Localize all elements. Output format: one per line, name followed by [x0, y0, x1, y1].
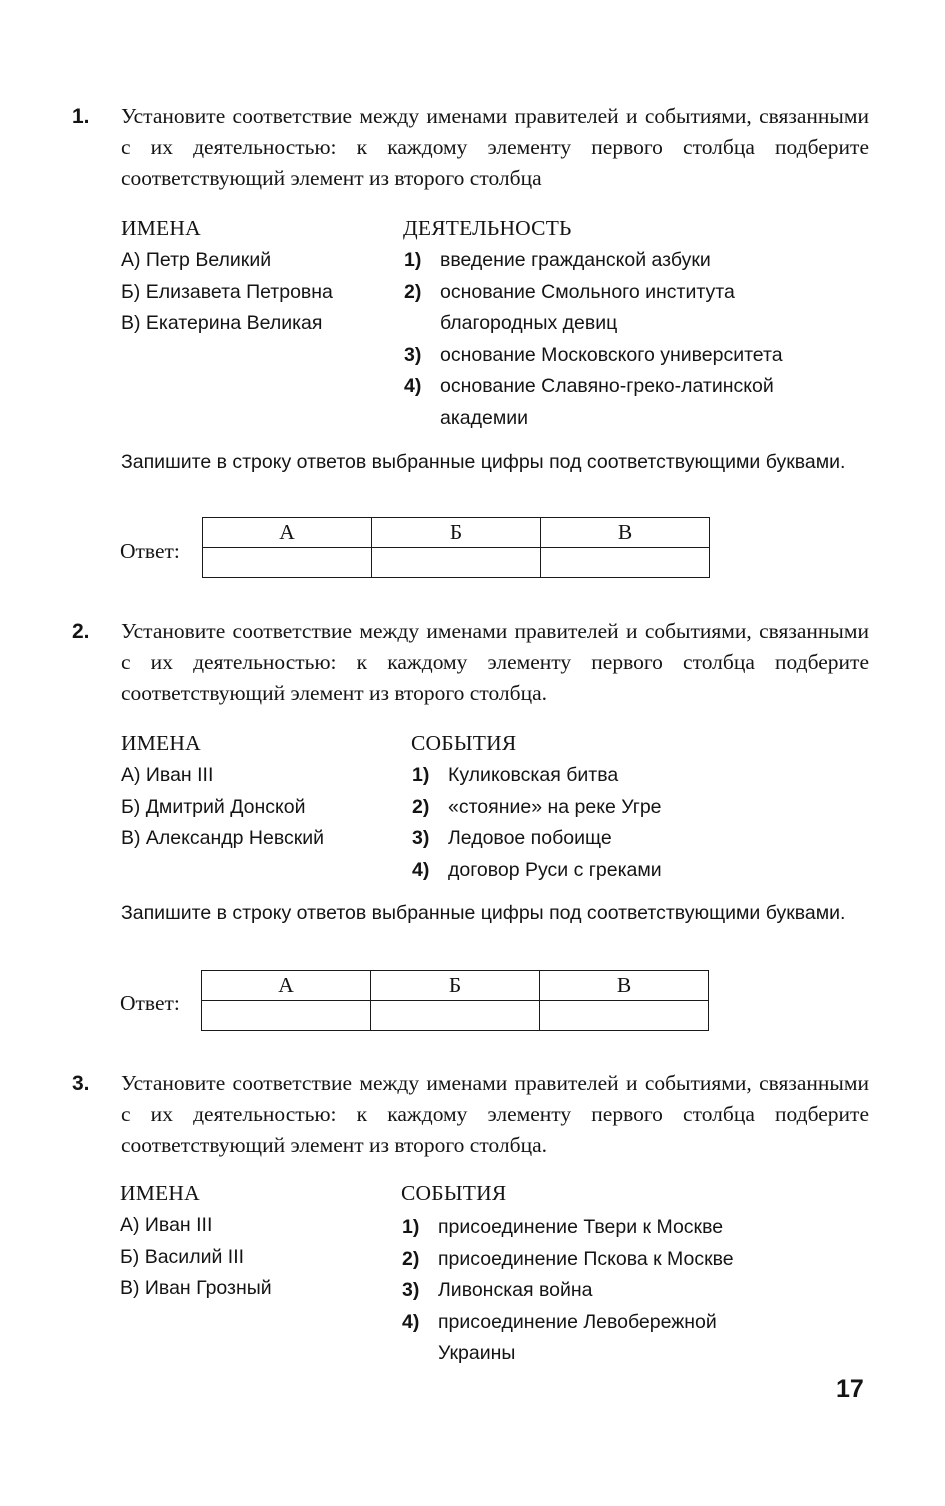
name-item-a: А) Петр Великий	[121, 249, 272, 271]
answer-column-a: А	[203, 518, 372, 548]
option-text: основание Славяно-греко-латинской академии	[440, 375, 774, 429]
task-number: 1.	[72, 105, 90, 128]
names-list	[121, 245, 333, 340]
option-item-1	[402, 1212, 842, 1244]
option-item-1	[412, 760, 852, 792]
task-prompt: Установите соответствие между именами правителей и событиями, связанными с их деятельностью: к каждому элементу первого столбца подберите соответствующий элемент из второго столбца	[121, 104, 869, 190]
task-prompt: Установите соответствие между именами правителей и событиями, связанными с их деятельностью: к каждому элементу первого столбца подберите соответствующий элемент из второго столбца.	[121, 1071, 869, 1157]
options-list	[412, 760, 852, 886]
name-item-b: Б) Елизавета Петровна	[121, 280, 333, 303]
option-item-4	[402, 1307, 768, 1370]
option-text: Ливонская война	[438, 1279, 593, 1301]
answer-header-row	[202, 971, 709, 1001]
answer-column-b: Б	[371, 971, 540, 1001]
option-text: введение гражданской азбуки	[440, 249, 711, 271]
answer-column-b: Б	[372, 518, 541, 548]
option-text: Ледовое побоище	[448, 827, 612, 849]
answer-table	[201, 970, 709, 1031]
answer-header-row	[203, 518, 710, 548]
task-number: 2.	[72, 620, 90, 643]
answer-input-row	[203, 548, 710, 578]
option-text: «стояние» на реке Угре	[448, 795, 662, 818]
answer-label: Ответ:	[120, 991, 180, 1015]
option-number: 3)	[402, 1279, 420, 1301]
answer-cell-v[interactable]	[540, 1001, 709, 1031]
answer-instruction: Запишите в строку ответов выбранные цифры под соответствующими буквами.	[121, 902, 846, 924]
option-item-2	[404, 277, 854, 340]
option-number: 2)	[404, 280, 422, 303]
option-number: 1)	[412, 764, 430, 786]
name-item-v: В) Иван Грозный	[120, 1277, 272, 1299]
options-list	[404, 245, 854, 434]
options-header: СОБЫТИЯ	[401, 1181, 507, 1205]
answer-column-v: В	[540, 971, 709, 1001]
option-item-2	[412, 792, 852, 824]
option-item-3	[404, 340, 854, 372]
answer-cell-b[interactable]	[371, 1001, 540, 1031]
answer-table	[202, 517, 710, 578]
option-number: 1)	[404, 249, 422, 271]
option-item-3	[402, 1275, 842, 1307]
options-header: СОБЫТИЯ	[411, 731, 517, 755]
option-text: Куликовская битва	[448, 764, 619, 786]
option-number: 3)	[404, 343, 422, 366]
option-number: 2)	[402, 1247, 420, 1270]
name-item-v: В) Александр Невский	[121, 827, 325, 849]
option-item-4	[412, 855, 852, 887]
answer-cell-b[interactable]	[372, 548, 541, 578]
option-number: 3)	[412, 827, 430, 849]
name-item-v: В) Екатерина Великая	[121, 312, 323, 334]
names-header: ИМЕНА	[121, 216, 201, 240]
option-item-2	[402, 1244, 842, 1276]
answer-instruction: Запишите в строку ответов выбранные цифры под соответствующими буквами.	[121, 451, 846, 473]
answer-column-a: А	[202, 971, 371, 1001]
option-text: присоединение Левобережной Украины	[438, 1310, 717, 1364]
task-number: 3.	[72, 1072, 90, 1095]
task-prompt: Установите соответствие между именами правителей и событиями, связанными с их деятельностью: к каждому элементу первого столбца подберите соответствующий элемент из второго столбца.	[121, 619, 869, 705]
option-number: 4)	[412, 858, 430, 881]
answer-label: Ответ:	[120, 539, 180, 563]
option-number: 2)	[412, 795, 430, 818]
option-item-4	[404, 371, 854, 434]
names-header: ИМЕНА	[120, 1181, 200, 1205]
option-text: основание Смольного института благородных девиц	[440, 280, 735, 334]
name-item-a: А) Иван III	[121, 764, 214, 786]
answer-column-v: В	[541, 518, 710, 548]
option-item-3	[412, 823, 852, 855]
option-number: 4)	[402, 1310, 420, 1333]
answer-cell-a[interactable]	[203, 548, 372, 578]
answer-cell-a[interactable]	[202, 1001, 371, 1031]
options-header: ДЕЯТЕЛЬНОСТЬ	[403, 216, 572, 240]
option-number: 4)	[404, 375, 422, 397]
page-number: 17	[836, 1375, 864, 1403]
name-item-b: Б) Дмитрий Донской	[121, 795, 306, 818]
names-list	[120, 1210, 272, 1305]
option-text: основание Московского университета	[440, 343, 783, 366]
option-text: присоединение Твери к Москве	[438, 1216, 724, 1238]
option-text: договор Руси с греками	[448, 858, 662, 881]
name-item-b: Б) Василий III	[120, 1245, 245, 1268]
option-item-1	[404, 245, 854, 277]
option-text: присоединение Пскова к Москве	[438, 1247, 734, 1270]
option-number: 1)	[402, 1216, 420, 1238]
name-item-a: А) Иван III	[120, 1214, 213, 1236]
options-list	[402, 1212, 842, 1370]
answer-cell-v[interactable]	[541, 548, 710, 578]
answer-input-row	[202, 1001, 709, 1031]
names-header: ИМЕНА	[121, 731, 201, 755]
names-list	[121, 760, 324, 855]
